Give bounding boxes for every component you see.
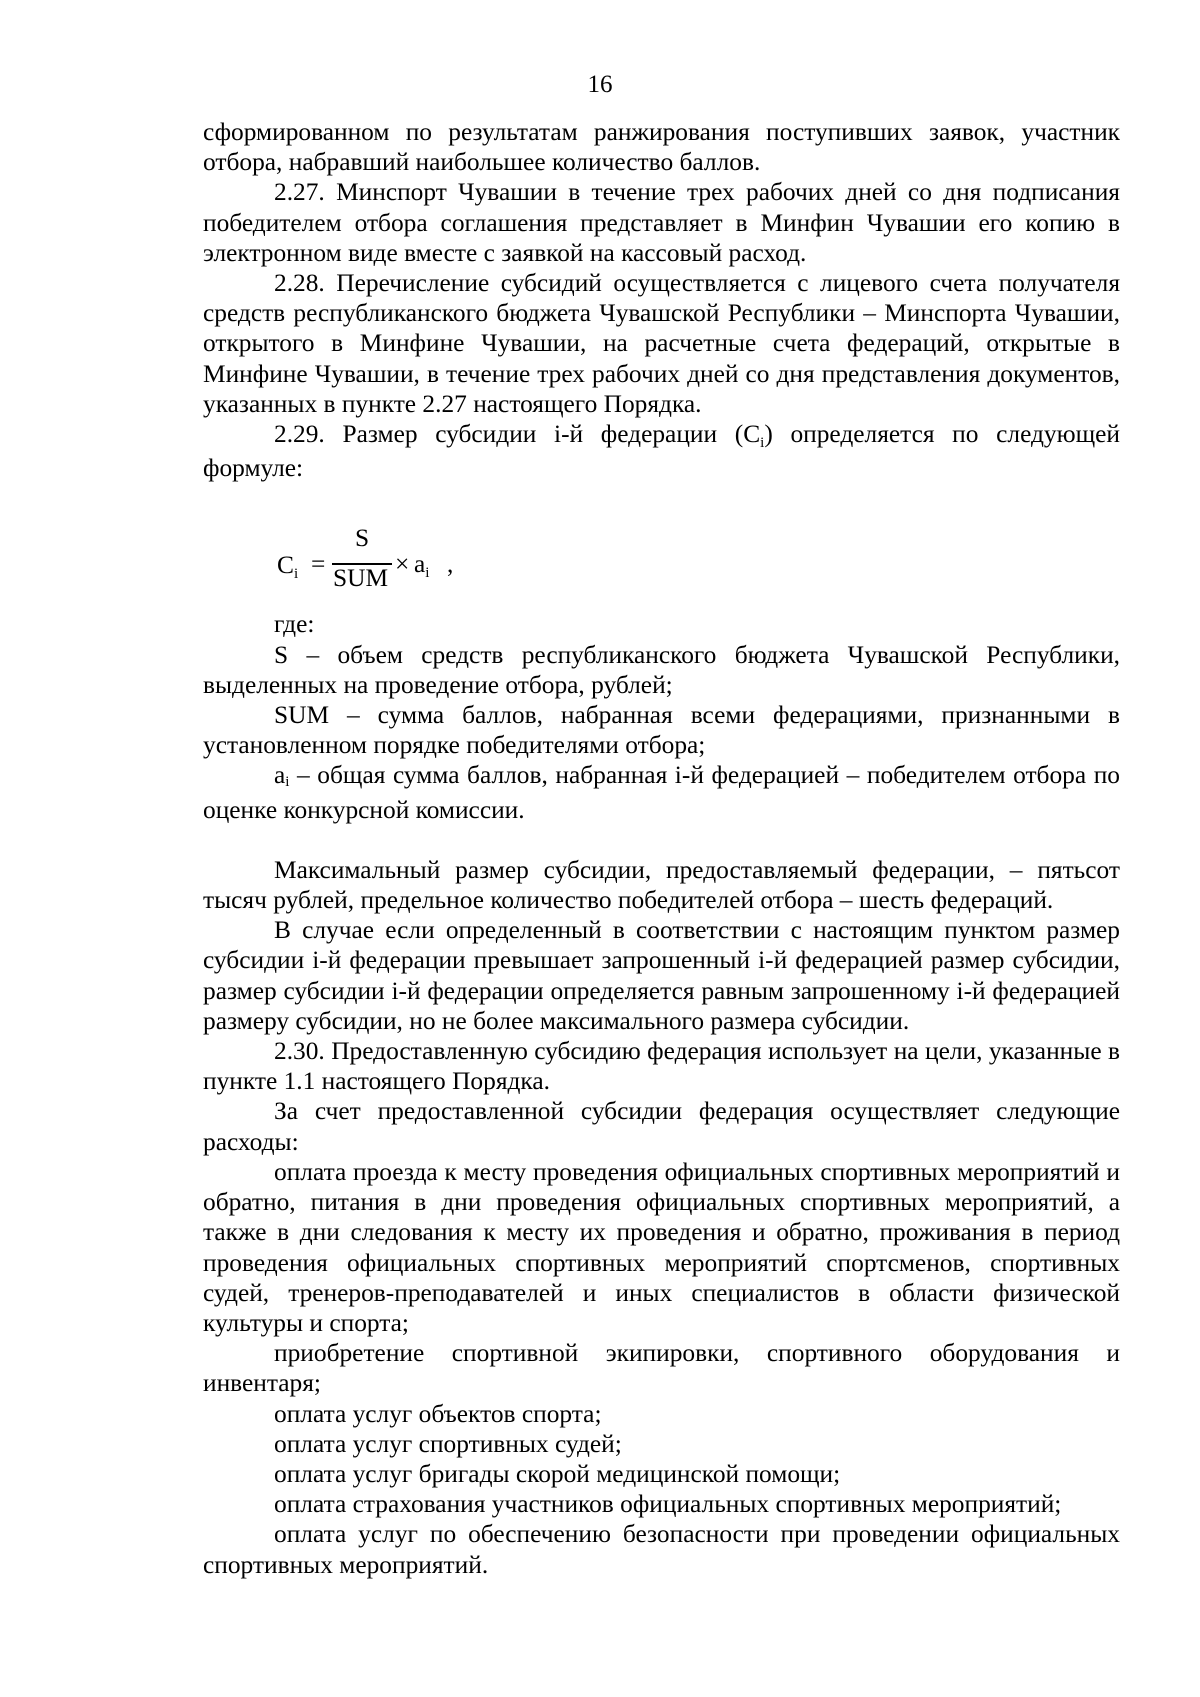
formula-equals: = xyxy=(311,550,326,579)
definition-ai: ai – общая сумма баллов, набранная i-й федерацией – победителем отбора по оценке конкурсной комиссии. xyxy=(203,761,1120,824)
definition-sum: SUM – сумма баллов, набранная всеми федерациями, признанными в установленном порядке победителями отбора; xyxy=(203,701,1120,760)
list-item-equipment: приобретение спортивной экипировки, спортивного оборудования и инвентаря; xyxy=(203,1339,1120,1398)
paragraph-2-30: 2.30. Предоставленную субсидию федерация использует на цели, указанные в пункте 1.1 настоящего Порядка. xyxy=(203,1037,1120,1096)
definition-s: S – объем средств республиканского бюджета Чувашской Республики, выделенных на проведение отбора, рублей; xyxy=(203,640,1120,699)
formula-numerator: S xyxy=(355,524,370,553)
formula-rhs-subscript: i xyxy=(425,565,430,582)
document-body xyxy=(203,117,1120,1580)
paragraph-2-29-subscript: i xyxy=(760,435,765,452)
formula-rhs: ai xyxy=(414,550,430,582)
definition-ai-subscript: i xyxy=(285,774,290,791)
paragraph-2-29 xyxy=(203,419,1120,483)
paragraph-2-27: 2.27. Минспорт Чувашии в течение трех рабочих дней со дня подписания победителем отбора соглашения представляет в Минфин Чувашии его копию в электронном виде вместе с заявкой на кассовый расход. xyxy=(203,178,1120,267)
formula-times: × xyxy=(395,550,410,579)
list-item-referees: оплата услуг спортивных судей; xyxy=(274,1429,622,1458)
formula-comma: , xyxy=(447,550,454,579)
page-number: 16 xyxy=(587,71,613,98)
paragraph-exceeds-case: В случае если определенный в соответствии с настоящим пунктом размер субсидии i-й федерации превышает запрошенный i-й федерацией размер субсидии, размер субсидии i-й федерации определяется равным запрошенному i-й федерацией размеру субсидии, но не более максимального размера субсидии. xyxy=(203,916,1120,1035)
paragraph-max-subsidy: Максимальный размер субсидии, предоставляемый федерации, – пятьсот тысяч рублей, предельное количество победителей отбора – шесть федераций. xyxy=(203,855,1120,915)
formula-denominator: SUM xyxy=(333,564,389,593)
paragraph-continuation: сформированном по результатам ранжирования поступивших заявок, участник отбора, набравший наибольшее количество баллов. xyxy=(203,118,1120,177)
paragraph-2-28: 2.28. Перечисление субсидий осуществляется с лицевого счета получателя средств республиканского бюджета Чувашской Республики – Минспорта Чувашии, открытого в Минфине Чувашии, на расчетные счета федераций, открытые в Минфине Чувашии, в течение трех рабочих дней со дня представления документов, указанных в пункте 2.27 настоящего Порядка. xyxy=(203,269,1120,418)
list-item-sport-facilities: оплата услуг объектов спорта; xyxy=(274,1399,602,1428)
formula-lhs-subscript: i xyxy=(293,566,299,583)
list-item-insurance: оплата страхования участников официальных спортивных мероприятий; xyxy=(274,1490,1062,1519)
list-item-security: оплата услуг по обеспечению безопасности при проведении официальных спортивных мероприятий. xyxy=(203,1520,1120,1579)
paragraph-expenses-intro: За счет предоставленной субсидии федерация осуществляет следующие расходы: xyxy=(203,1097,1120,1156)
paragraph-2-29-start: 2.29. Размер субсидии i-й федерации (C xyxy=(274,420,761,449)
where-label: где: xyxy=(274,610,315,639)
paragraph-2-29-end: ) определяется по следующей формуле: xyxy=(203,420,1120,483)
formula-lhs: Ci xyxy=(277,551,299,583)
list-item-travel: оплата проезда к месту проведения официальных спортивных мероприятий и обратно, питания в дни проведения официальных спортивных мероприятий, а также в дни следования к месту их проведения и обратно, проживания в период проведения официальных спортивных мероприятий спортсменов, спортивных судей, тренеров-преподавателей и иных специалистов в области физической культуры и спорта; xyxy=(203,1157,1120,1337)
spacer xyxy=(203,825,1120,855)
subsidy-formula xyxy=(203,483,1120,609)
list-item-ambulance: оплата услуг бригады скорой медицинской помощи; xyxy=(274,1459,841,1488)
